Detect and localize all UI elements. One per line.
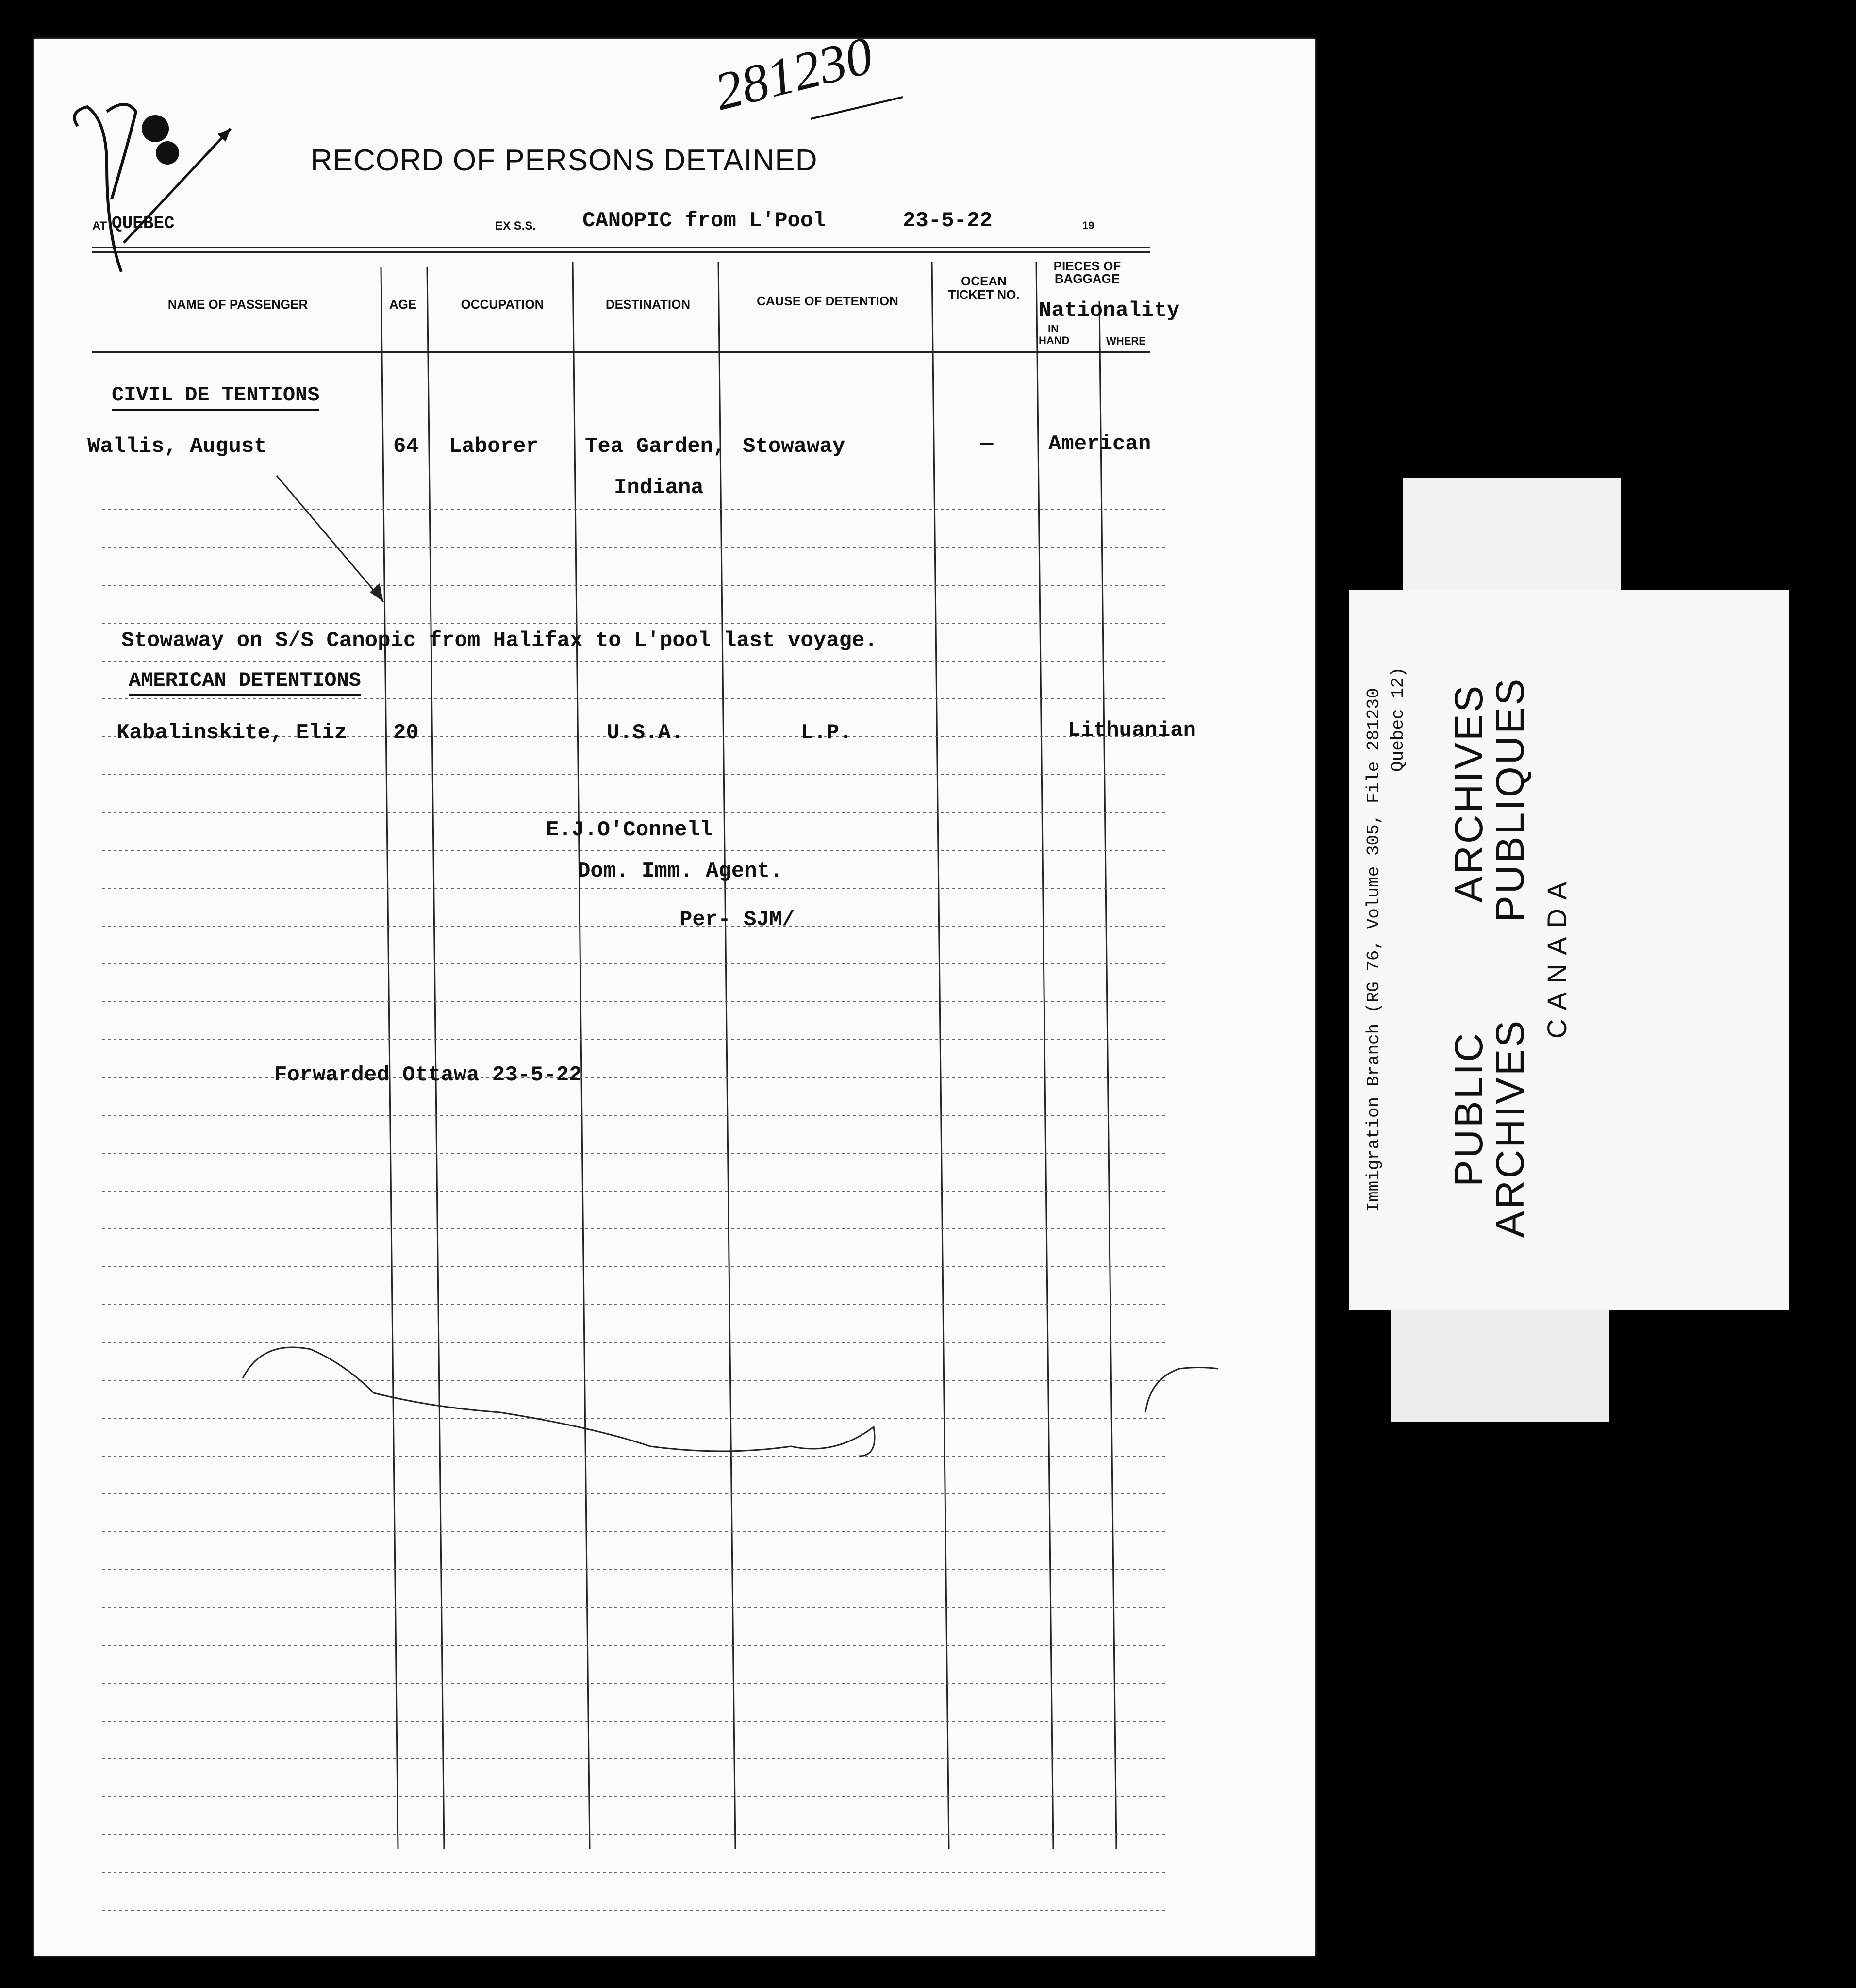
corner-marks [58,107,131,174]
label-archives-fr: ARCHIVES [1488,1018,1532,1238]
section-american-detentions: AMERICAN DETENTIONS [129,669,361,696]
header-ticket: OCEAN TICKET NO. [948,274,1020,302]
entry-destination-line2: Indiana [614,476,704,500]
signature-per: Per- SJM/ [679,908,795,932]
ship-label: EX S.S. [495,219,536,232]
entry-ticket: — [980,432,994,456]
label-top-tab [1403,478,1621,595]
entry-nationality: American [1048,432,1151,456]
ship-value: CANOPIC from L'Pool [582,209,826,233]
label-publiques: PUBLIQUES [1488,677,1532,922]
header-baggage: PIECES OF BAGGAGE [1053,259,1121,286]
signature-name: E.J.O'Connell [546,818,713,842]
entry-destination: Tea Garden, [585,434,726,459]
section-civil-detentions: CIVIL DE TENTIONS [112,383,319,411]
entry-name: Wallis, August [87,434,267,459]
american-entry-nationality: Lithuanian [1068,718,1196,743]
record-date: 23-5-22 [903,209,993,233]
header-destination: DESTINATION [605,297,691,312]
detention-record-sheet [34,25,1315,1956]
signature-title: Dom. Imm. Agent. [578,859,783,883]
label-archives-en: ARCHIVES [1447,683,1491,903]
form-title: RECORD OF PERSONS DETAINED [311,144,818,177]
archive-reference-line2: Quebec 12) [1388,666,1408,772]
stowaway-note: Stowaway on S/S Canopic from Halifax to L'pool last voyage. [121,629,878,653]
header-nationality: Nationality [1039,298,1180,323]
american-entry-name: Kabalinskite, Eliz [116,721,348,745]
header-occupation: OCCUPATION [461,297,544,312]
year-label: 19 [1082,219,1094,232]
entry-occupation: Laborer [449,434,539,459]
at-label: AT [92,219,107,232]
header-age: AGE [389,297,417,312]
handwritten-file-number: 281230 [709,25,879,122]
at-value: QUEBEC [112,214,175,233]
american-entry-destination: U.S.A. [607,721,684,745]
header-where: WHERE [1106,335,1146,347]
label-bottom-tab [1391,1310,1609,1422]
entry-age: 64 [393,434,419,459]
archive-reference: Immigration Branch (RG 76, Volume 305, File 281230 [1364,688,1384,1212]
header-in-hand: IN HAND [1039,323,1070,347]
ruled-lines [34,39,1315,1956]
label-public: PUBLIC [1447,1031,1491,1187]
label-canada: CANADA [1541,873,1572,1039]
archive-label [1349,590,1789,1310]
header-cause: CAUSE OF DETENTION [757,294,898,308]
american-entry-cause: L.P. [801,721,852,745]
entry-cause: Stowaway [743,434,845,459]
forwarded-note: Forwarded Ottawa 23-5-22 [274,1063,582,1087]
header-name: NAME OF PASSENGER [167,297,308,312]
american-entry-age: 20 [393,721,419,745]
